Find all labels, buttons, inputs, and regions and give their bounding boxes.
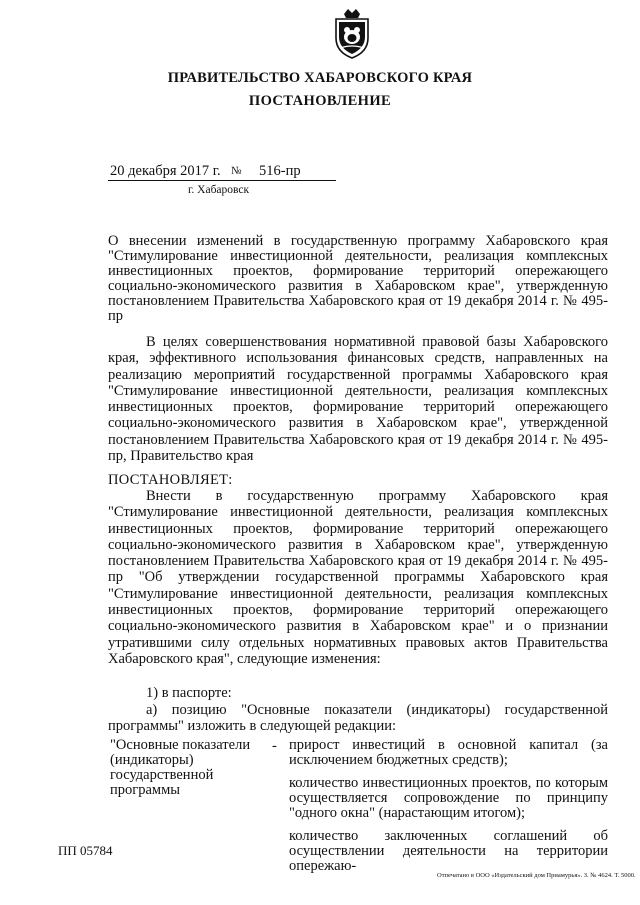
indicators-list xyxy=(289,738,608,882)
document-date: 20 декабря 2017 г. xyxy=(110,163,221,179)
document-type: ПОСТАНОВЛЕНИЕ xyxy=(248,93,392,109)
indicator-item: прирост инвестиций в основной капитал (за исключением бюджетных средств); xyxy=(289,737,608,768)
print-note: Отпечатано в ООО «Издательский дом Приамурья». З. № 4624. Т. 5000. xyxy=(437,872,636,879)
organization-title: ПРАВИТЕЛЬСТВО ХАБАРОВСКОГО КРАЯ xyxy=(167,70,473,86)
decree-word: ПОСТАНОВЛЯЕТ: xyxy=(108,472,233,488)
preamble-paragraph: В целях совершенствования нормативной правовой базы Хабаровского края, эффективного использования финансовых средств, направленных на реализацию мероприятий государственной программы Хабаровского края "Стимулирование инвестиционной деятельности, реализация комплексных инвестиционных проектов, формирование территорий опережающего социально-экономического развития в Хабаровском крае", утвержденной постановлением Правительства Хабаровского края от 19 декабря 2014 г. № 495-пр, Правительство края xyxy=(108,334,608,465)
document-subject: О внесении изменений в государственную программу Хабаровского края "Стимулирование инвестиционной деятельности, реализация комплексных инвестиционных проектов, формирование территорий опережающего социально-экономического развития в Хабаровском крае", утвержденную постановлением Правительства Хабаровского края от 19 декабря 2014 г. № 495-пр xyxy=(108,233,608,324)
date-number-line xyxy=(108,163,336,181)
city: г. Хабаровск xyxy=(188,184,250,196)
item-1: 1) в паспорте: xyxy=(146,685,232,701)
indicator-item: количество инвестиционных проектов, по которым осуществляется сопровождение по принципу "одного окна" (нарастающим итогом); xyxy=(289,775,608,821)
indicator-item: количество заключенных соглашений об осуществлении деятельности на территории опережаю- xyxy=(289,828,608,874)
date-underline xyxy=(108,180,336,181)
item-a: а) позицию "Основные показатели (индикаторы) государственной программы" изложить в следующей редакции: xyxy=(108,702,608,735)
document-code: ПП 05784 xyxy=(58,843,113,858)
number-sign: № xyxy=(231,165,242,177)
indicators-label: "Основные показатели (индикаторы) государственной программы xyxy=(110,737,251,798)
body-paragraph: Внести в государственную программу Хабаровского края "Стимулирование инвестиционной деятельности, реализация комплексных инвестиционных проектов, формирование территорий опережающего социально-экономического развития в Хабаровском крае", утвержденную постановлением Правительства Хабаровского края от 19 декабря 2014 г. № 495-пр "Об утверждении государственной программы Хабаровского края "Стимулирование инвестиционной деятельности, реализация комплексных инвестиционных проектов, формирование территорий опережающего социально-экономического развития в Хабаровском крае" и о признании утратившими силу отдельных нормативных правовых актов Правительства Хабаровского края", следующие изменения: xyxy=(108,488,608,667)
document-number: 516-пр xyxy=(259,163,301,179)
coat-of-arms-icon xyxy=(330,8,374,60)
table-dash: - xyxy=(272,738,277,754)
